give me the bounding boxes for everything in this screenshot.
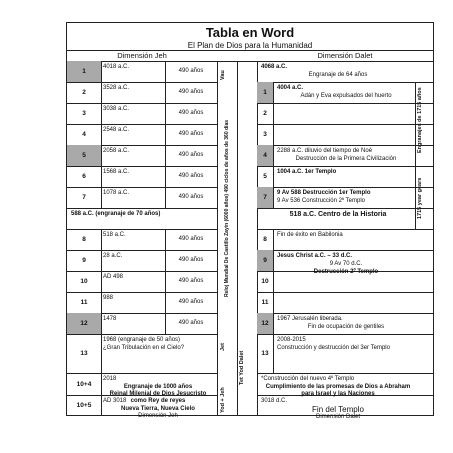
right-row-text-2: Fin de ocupación de gentiles (307, 324, 385, 330)
right-row-border (257, 292, 433, 293)
left-row-anos: 490 años (178, 151, 204, 158)
right-row-border (257, 166, 433, 167)
left-row-anos: 490 años (178, 172, 204, 179)
left-num-divider (101, 292, 102, 313)
left-row-text: AD 498 (103, 274, 124, 280)
right-row-border (257, 187, 433, 188)
left-anos-divider (165, 313, 166, 334)
right-row-number: 1 (257, 82, 273, 103)
left-row-anos: 490 años (178, 298, 204, 305)
left-anos-divider (165, 229, 166, 250)
left-anos-divider (165, 145, 166, 166)
right-vertical-year-gears: 1715 year gears (417, 177, 423, 219)
left-num-divider (101, 82, 102, 103)
right-row-border (257, 124, 433, 125)
left-row-number: 8 (82, 236, 86, 243)
left-row-text: 28 a.C. (103, 253, 123, 259)
left-row-number: 12 (67, 313, 101, 334)
right-row-text-3: Destrucción 2º Templo (313, 269, 379, 275)
left-num-divider (101, 373, 102, 395)
left-row-text-2: Engranaje de 1000 años (123, 384, 193, 390)
word-table-document (66, 22, 434, 420)
left-row-text: 4018 a.C. (103, 64, 130, 70)
tet-label: Tet Yod Dalet (239, 350, 245, 385)
right-num-divider (273, 82, 274, 103)
left-num-divider (101, 334, 102, 373)
right-row-border (257, 208, 433, 209)
right-row-text-2: Construcción y destrucción del 3er Templo (277, 345, 390, 351)
left-row-anos: 490 años (178, 109, 204, 116)
left-row-number: 10 (80, 278, 88, 285)
right-row-border (257, 229, 433, 230)
right-row-text: 2008-2015 (277, 337, 306, 343)
left-row-text-3: Reinal Milenial de Dios Jesucristo como Rey de reyes (109, 391, 207, 404)
right-row-text-2: Adán y Eva expulsados del huerto (300, 93, 392, 99)
left-anos-divider (165, 82, 166, 103)
right-row-border (257, 373, 433, 374)
left-row-number: 10+4 (76, 380, 92, 388)
left-row-text: 988 (103, 295, 114, 301)
jet-label: Jet (220, 343, 226, 351)
right-row-number: 4 (257, 145, 273, 166)
left-row-text-2: ¿Gran Tribulación en el Cielo? (103, 345, 185, 351)
right-row-border (257, 145, 433, 146)
right-row-border (257, 313, 433, 314)
center-clock-label: Reloj Mundial De Castillo Zayin (6000 años) 490 ciclos de años de 360 días (224, 119, 230, 297)
right-row-border (257, 103, 433, 104)
left-row-text: 2058 a.C. (103, 148, 130, 154)
left-row-anos: 490 años (178, 67, 204, 74)
right-row-text-2: 9 Av 536 Construcción 2º Templo (277, 198, 366, 204)
left-anos-divider (165, 250, 166, 271)
left-row-text: 588 a.C. (engranaje de 70 años) (71, 211, 161, 217)
right-row-number: 12 (257, 313, 273, 334)
left-row-number: 1 (67, 61, 101, 82)
right-row-text-2: Cumplimiento de las promesas de Dios a Abraham para Israel y las Naciones (265, 384, 411, 397)
right-row-number: 13 (261, 350, 269, 357)
left-anos-divider (165, 292, 166, 313)
right-row-number: 3 (263, 131, 267, 138)
right-vertical-divider (415, 82, 416, 229)
left-row-anos: 490 años (178, 193, 204, 200)
left-num-divider (101, 313, 102, 334)
left-num-divider (101, 250, 102, 271)
right-row-number: 7 (257, 187, 273, 208)
left-num-divider (101, 187, 102, 208)
right-row-text: 4068 a.C. (261, 64, 288, 70)
right-num-divider (273, 187, 274, 208)
left-row-anos: 490 años (178, 319, 204, 326)
left-num-divider (101, 145, 102, 166)
left-row-number: 13 (80, 350, 88, 357)
right-row-text: 2288 a.C. diluvio del tiempo de Noé (277, 148, 373, 154)
right-num-divider (273, 166, 274, 187)
left-header: Dimensión Jeh (117, 51, 167, 60)
right-row-text: 1004 a.C. 1er Templo (277, 169, 337, 175)
right-row-border (257, 250, 433, 251)
right-num-divider (273, 103, 274, 124)
left-num-divider (101, 103, 102, 124)
left-row-number: 7 (82, 194, 86, 201)
page-subtitle: El Plan de Dios para la Humanidad (187, 41, 313, 50)
right-row-text-2: 9 Av 70 d.C. (329, 261, 363, 267)
right-row-text: Jesus Christ a.C. – 33 d.C. (277, 253, 353, 259)
left-anos-divider (165, 166, 166, 187)
left-row-number: 2 (82, 89, 86, 96)
right-num-divider (273, 229, 274, 250)
left-row-number: 10+5 (76, 401, 92, 409)
right-row-text-2: Fin del Templo (312, 405, 364, 414)
right-row-number: 9 (257, 250, 273, 271)
left-num-divider (101, 166, 102, 187)
left-row-number: 11 (80, 299, 88, 306)
left-anos-divider (165, 187, 166, 208)
left-row-text: 2548 a.C. (103, 127, 130, 133)
left-row-number: 6 (82, 173, 86, 180)
right-num-divider (273, 145, 274, 166)
right-num-divider (273, 313, 274, 334)
right-row-text-3: Dimensión Dalet (315, 414, 361, 420)
left-num-divider (101, 271, 102, 292)
left-row-text: 3528 a.C. (103, 85, 130, 91)
left-row-text: 1478 (103, 316, 117, 322)
left-row-border (67, 208, 217, 209)
vau-label: Vau (220, 70, 226, 80)
left-row-text: 518 a.C. (103, 232, 126, 238)
right-row-border (257, 82, 433, 83)
left-row-number: 9 (82, 257, 86, 264)
left-row-number: 4 (82, 131, 86, 138)
left-anos-divider (165, 271, 166, 292)
right-num-divider (273, 124, 274, 145)
left-row-text: 1568 a.C. (103, 169, 130, 175)
left-row-text-2: Nueva Tierra, Nueva Cielo (121, 406, 195, 412)
left-row-number: 5 (67, 145, 101, 166)
left-row-text: 2018 (103, 376, 117, 382)
left-row-text: 3038 a.C. (103, 106, 130, 112)
left-anos-divider (165, 61, 166, 82)
left-row-number: 3 (82, 110, 86, 117)
right-row-number: 2 (263, 110, 267, 117)
right-vertical-gears: Engranajes de 1715 años (417, 87, 423, 153)
left-row-text: AD 3018 (103, 398, 127, 404)
left-num-divider (101, 229, 102, 250)
right-row-text: 518 a.C. Centro de la Historia (289, 211, 387, 218)
left-num-divider (101, 124, 102, 145)
right-row-text: 1967 Jerusalén liberada. (277, 316, 343, 322)
left-row-text: 1968 (engranaje de 50 años) (103, 337, 181, 343)
right-row-text: 3018 d.C. (261, 398, 288, 404)
right-row-border (257, 334, 433, 335)
right-header: Dimensión Dalet (317, 51, 373, 60)
yod-label: Yod + Jeh (220, 387, 226, 413)
left-row-anos: 490 años (178, 130, 204, 137)
right-row-text: *Construcción del nuevo 4º Templo (261, 376, 355, 382)
left-row-anos: 490 años (178, 88, 204, 95)
right-row-number: 11 (261, 299, 269, 306)
left-anos-divider (165, 124, 166, 145)
right-num-divider (273, 271, 274, 292)
right-num-divider (273, 250, 274, 271)
left-row-anos: 490 años (178, 256, 204, 263)
left-num-divider (101, 395, 102, 415)
right-row-text: Fin de éxito en Babilonia (277, 232, 343, 238)
right-row-text: 4004 a.C. (277, 85, 304, 91)
right-num-divider (273, 292, 274, 313)
right-row-text-2: Destrucción de la Primera Civilización (295, 156, 397, 162)
right-row-number: 5 (263, 173, 267, 180)
left-row-anos: 490 años (178, 235, 204, 242)
page-title: Tabla en Word (205, 25, 295, 40)
left-row-anos: 490 años (178, 277, 204, 284)
left-row-text-3: Dimensión Jeh (138, 413, 178, 419)
left-num-divider (101, 61, 102, 82)
right-row-text: 9 Av 588 Destrucción 1er Templo (277, 190, 371, 196)
left-anos-divider (165, 103, 166, 124)
right-row-number: 10 (261, 278, 269, 285)
right-row-text-2: Engranaje de 64 años (308, 72, 368, 78)
right-num-divider (273, 334, 274, 373)
right-row-number: 8 (263, 236, 267, 243)
left-row-text: 1078 a.C. (103, 190, 130, 196)
